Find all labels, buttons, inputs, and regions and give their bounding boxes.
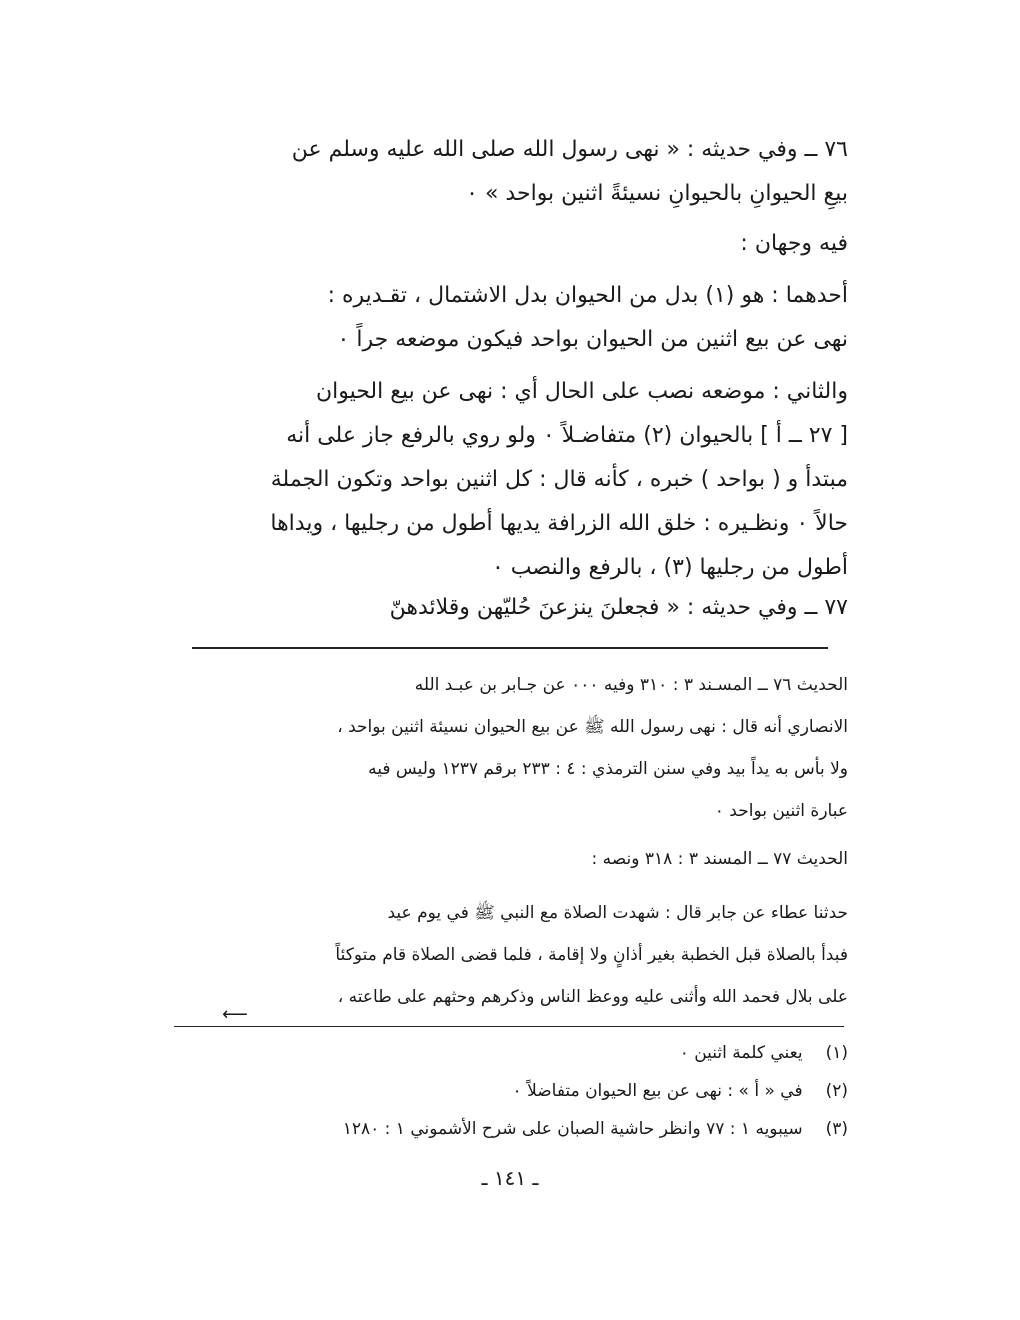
footnote-divider-rule — [174, 1026, 844, 1027]
second-aspect-line: والثاني : موضعه نصب على الحال أي : نهى عن بيع الحيوان — [315, 379, 848, 404]
footnote-item — [208, 1034, 848, 1072]
note-76-line: الانصاري أنه قال : نهى رسول الله ﷺ عن بيع الحيوان نسيئة اثنين بواحد ، — [337, 717, 848, 737]
note-76-line: ولا بأس به يداً بيد وفي سنن الترمذي : ٤ : ٢٣٣ برقم ١٢٣٧ وليس فيه — [368, 759, 848, 779]
page-number: ـ ١٤١ ـ — [481, 1166, 539, 1190]
note-76-paragraph — [208, 664, 848, 832]
note-77-heading-text: الحديث ٧٧ ــ المسند ٣ : ٣١٨ ونصه : — [591, 849, 848, 869]
hadith-77-paragraph — [208, 586, 848, 630]
first-aspect-line: نهى عن بيع اثنين من الحيوان بواحد فيكون موضعه جراً ٠ — [337, 327, 848, 352]
continuation-arrow-icon: ⟵ — [222, 1004, 248, 1025]
second-aspect-line: [ ٢٧ ــ أ ] بالحيوان (٢) متفاضـلاً ٠ ولو روي بالرفع جاز على أنه — [286, 423, 848, 448]
faihi-heading — [208, 222, 848, 266]
second-aspect-line: أطول من رجليها (٣) ، بالرفع والنصب ٠ — [491, 555, 848, 580]
note-77-paragraph — [208, 892, 848, 1018]
note-77-line: فبدأ بالصلاة قبل الخطبة بغير أذانٍ ولا إقامة ، فلما قضى الصلاة قام متوكئاً — [335, 945, 848, 965]
hadith-76-line: ٧٦ ــ وفي حديثه : « نهى رسول الله صلى الله عليه وسلم عن — [291, 137, 848, 162]
note-76-line: عبارة اثنين بواحد ٠ — [714, 801, 848, 821]
note-77-heading — [208, 838, 848, 880]
footnote-number: (٣) — [825, 1119, 848, 1139]
second-aspect-line: حالاً ٠ ونظـيره : خلق الله الزرافة يديها أطول من رجليها ، ويداها — [270, 511, 848, 536]
footnote-text: في « أ » : نهى عن بيع الحيوان متفاضلاً ٠ — [512, 1081, 803, 1101]
footnote-number: (٢) — [825, 1081, 848, 1101]
hadith-77-line: ٧٧ ــ وفي حديثه : « فجعلنَ ينزعنَ حُليّهن وقلائدهنّ — [389, 595, 848, 620]
first-aspect-paragraph — [208, 274, 848, 362]
main-divider-rule — [192, 647, 828, 649]
second-aspect-line: مبتدأ و ( بواحد ) خبره ، كأنه قال : كل اثنين بواحد وتكون الجملة — [270, 467, 848, 492]
note-76-line: الحديث ٧٦ ــ المسـند ٣ : ٣١٠ وفيه ٠٠٠ عن جـابر بن عبـد الله — [414, 675, 848, 695]
footnotes-list — [208, 1034, 848, 1148]
footnote-text: يعني كلمة اثنين ٠ — [679, 1043, 803, 1063]
footnote-number: (١) — [825, 1043, 848, 1063]
faihi-text: فيه وجهان : — [740, 231, 848, 256]
second-aspect-paragraph — [208, 370, 848, 590]
footnote-item — [208, 1072, 848, 1110]
footnote-text: سيبويه ١ : ٧٧ وانظر حاشية الصبان على شرح الأشموني ١ : ١٢٨٠ — [342, 1119, 803, 1139]
first-aspect-line: أحدهما : هو (١) بدل من الحيوان بدل الاشتمال ، تقـديره : — [327, 283, 848, 308]
hadith-76-paragraph — [208, 128, 848, 216]
note-77-line: على بلال فحمد الله وأثنى عليه ووعظ الناس وذكرهم وحثهم على طاعته ، — [337, 987, 848, 1007]
hadith-76-line: بيعِ الحيوانِ بالحيوانِ نسيئةً اثنين بواحد » ٠ — [466, 181, 848, 206]
note-77-line: حدثنا عطاء عن جابر قال : شهدت الصلاة مع النبي ﷺ في يوم عيد — [387, 903, 848, 923]
footnote-item — [208, 1110, 848, 1148]
